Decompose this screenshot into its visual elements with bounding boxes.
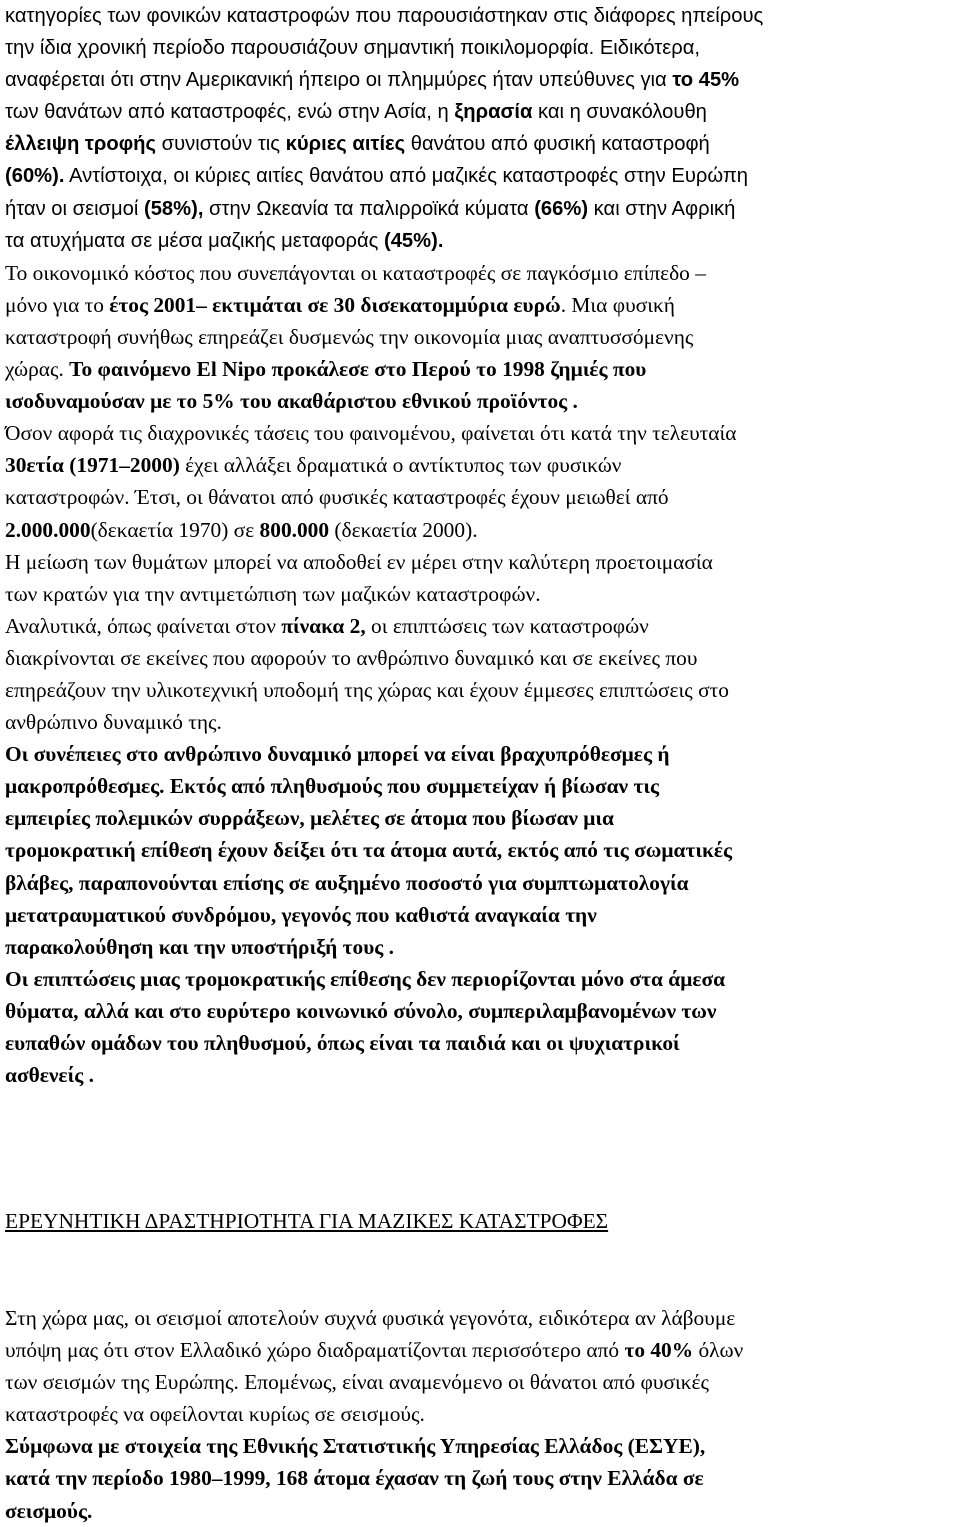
text-line: σεισμούς. (5, 1498, 93, 1523)
paragraph-human-consequences (5, 738, 957, 963)
text-line: ήταν οι σεισμοί (58%), στην Ωκεανία τα παλιρροϊκά κύματα (66%) και στην Αφρική (5, 197, 736, 220)
text-line: ισοδυναμούσαν με το 5% του ακαθάριστου εθνικού προϊόντος . (5, 389, 578, 414)
bold-text: (66%) (534, 197, 589, 220)
text-line: 30ετία (1971–2000) έχει αλλάξει δραματικά ο αντίκτυπος των φυσικών (5, 453, 622, 478)
bold-text: (60%). (5, 165, 65, 188)
text-line: παρακολούθηση και την υποστήριξή τους . (5, 934, 395, 959)
text-line: μόνο για το έτος 2001– εκτιμάται σε 30 δισεκατομμύρια ευρώ. Μια φυσική (5, 292, 675, 317)
text-line: υπόψη μας ότι στον Ελλαδικό χώρο διαδραματίζονται περισσότερο από το 40% όλων (5, 1338, 744, 1363)
text-line: κατηγορίες των φονικών καταστροφών που παρουσιάστηκαν στις διάφορες ηπείρους (5, 5, 764, 27)
bold-text: 2.000.000 (5, 517, 91, 542)
text-line: την ίδια χρονική περίοδο παρουσιάζουν σημαντική ποικιλομορφία. Ειδικότερα, (5, 37, 701, 60)
paragraph-reduction (5, 546, 957, 610)
section-body (5, 1302, 957, 1527)
paragraph-economic-cost (5, 257, 957, 417)
text-line: αναφέρεται ότι στην Αμερικανική ήπειρο οι πλημμύρες ήταν υπεύθυνες για το 45% (5, 69, 740, 92)
text-line: 2.000.000(δεκαετία 1970) σε 800.000 (δεκαετία 2000). (5, 517, 478, 542)
text-line: διακρίνονται σε εκείνες που αφορούν το ανθρώπινο δυναμικό και σε εκείνες που (5, 645, 698, 670)
text-line: βλάβες, παραπονούνται επίσης σε αυξημένο ποσοστό για συμπτωματολογία (5, 870, 689, 895)
bold-text: έλλειψη τροφής (5, 133, 157, 156)
text-line: Όσον αφορά τις διαχρονικές τάσεις του φαινομένου, φαίνεται ότι κατά την τελευταία (5, 421, 737, 446)
text-line: έλλειψη τροφής συνιστούν τις κύριες αιτίες θανάτου από φυσική καταστροφή (5, 133, 710, 156)
bold-text: το 40% (624, 1338, 694, 1363)
bold-text: (45%). (383, 229, 444, 252)
bold-text: το 45% (672, 69, 740, 92)
paragraph-trends (5, 417, 957, 545)
text-line: καταστροφών. Έτσι, οι θάνατοι από φυσικές καταστροφές έχουν μειωθεί από (5, 485, 669, 510)
text-line: καταστροφή συνήθως επηρεάζει δυσμενώς την οικονομία μιας αναπτυσσόμενης (5, 324, 694, 349)
bold-text: ξηρασία (454, 101, 533, 124)
text-line: Το οικονομικό κόστος που συνεπάγονται οι καταστροφές σε παγκόσμιο επίπεδο – (5, 260, 706, 285)
text-line: ευπαθών ομάδων του πληθυσμού, όπως είναι τα παιδιά και οι ψυχιατρικοί (5, 1031, 680, 1055)
text-line: μετατραυματικού συνδρόμου, γεγονός που καθιστά αναγκαία την (5, 902, 597, 927)
text-line: εμπειρίες πολεμικών συρράξεων, μελέτες σε άτομα που βίωσαν μια (5, 806, 614, 831)
text-line: Στη χώρα μας, οι σεισμοί αποτελούν συχνά φυσικά γεγονότα, ειδικότερα αν λάβουμε (5, 1306, 736, 1330)
text-line: Αναλυτικά, όπως φαίνεται στον πίνακα 2, οι επιπτώσεις των καταστροφών (5, 613, 649, 638)
text-line: Οι συνέπειες στο ανθρώπινο δυναμικό μπορεί να είναι βραχυπρόθεσμες ή (5, 742, 670, 767)
text-line: Σύμφωνα με στοιχεία της Εθνικής Στατιστικής Υπηρεσίας Ελλάδος (ΕΣΥΕ), (5, 1434, 706, 1459)
bold-text: (58%), (143, 197, 204, 220)
bold-text: κύριες αιτίες (285, 133, 406, 156)
document-body (5, 0, 957, 1091)
bold-text: πίνακα 2, (281, 613, 366, 638)
text-line: θύματα, αλλά και στο ευρύτερο κοινωνικό σύνολο, συμπεριλαμβανομένων των (5, 998, 717, 1023)
text-line: ανθρώπινο δυναμικό της. (5, 710, 222, 735)
text-line: Η μείωση των θυμάτων μπορεί να αποδοθεί εν μέρει στην καλύτερη προετοιμασία (5, 549, 713, 574)
text-line: επηρεάζουν την υλικοτεχνική υποδομή της χώρας και έχουν έμμεσες επιπτώσεις στο (5, 677, 729, 702)
text-line: (60%). Αντίστοιχα, οι κύριες αιτίες θανάτου από μαζικές καταστροφές στην Ευρώπη (5, 165, 748, 188)
text-line: κατά την περίοδο 1980–1999, 168 άτομα έχασαν τη ζωή τους στην Ελλάδα σε (5, 1466, 704, 1491)
text-line: των κρατών για την αντιμετώπιση των μαζικών καταστροφών. (5, 581, 541, 606)
paragraph-disaster-causes (5, 0, 957, 257)
paragraph-table-reference (5, 610, 957, 738)
text-line: μακροπρόθεσμες. Εκτός από πληθυσμούς που συμμετείχαν ή βίωσαν τις (5, 774, 659, 799)
paragraph-greek-earthquakes (5, 1302, 957, 1430)
text-line: των θανάτων από καταστροφές, ενώ στην Ασία, η ξηρασία και η συνακόλουθη (5, 101, 707, 124)
text-line: τα ατυχήματα σε μέσα μαζικής μεταφοράς (45%). (5, 229, 444, 252)
section-heading: ΕΡΕΥΝΗΤΙΚΗ ΔΡΑΣΤΗΡΙΟΤΗΤΑ ΓΙΑ ΜΑΖΙΚΕΣ ΚΑΤΑΣΤΡΟΦΕΣ (5, 1209, 609, 1233)
paragraph-terror-effects (5, 963, 957, 1091)
text-line: καταστροφές να οφείλονται κυρίως σε σεισμούς. (5, 1402, 425, 1427)
bold-text: έτος 2001– εκτιμάται σε 30 δισεκατομμύρια ευρώ (109, 292, 561, 317)
text-line: χώρας. Το φαινόμενο El Nipo προκάλεσε στο Περού το 1998 ζημιές που (5, 357, 647, 382)
bold-text: 30ετία (1971–2000) (5, 453, 180, 478)
text-line: ασθενείς . (5, 1063, 94, 1088)
text-line: Οι επιπτώσεις μιας τρομοκρατικής επίθεσης δεν περιορίζονται μόνο στα άμεσα (5, 966, 726, 991)
text-line: των σεισμών της Ευρώπης. Επομένως, είναι αναμενόμενο οι θάνατοι από φυσικές (5, 1370, 709, 1395)
paragraph-esye-statistics (5, 1430, 957, 1526)
text-line: τρομοκρατική επίθεση έχουν δείξει ότι τα άτομα αυτά, εκτός από τις σωματικές (5, 838, 732, 863)
bold-text: 800.000 (259, 517, 330, 542)
bold-text: Το φαινόμενο El Nipo προκάλεσε στο Περού το 1998 ζημιές που (69, 357, 647, 382)
